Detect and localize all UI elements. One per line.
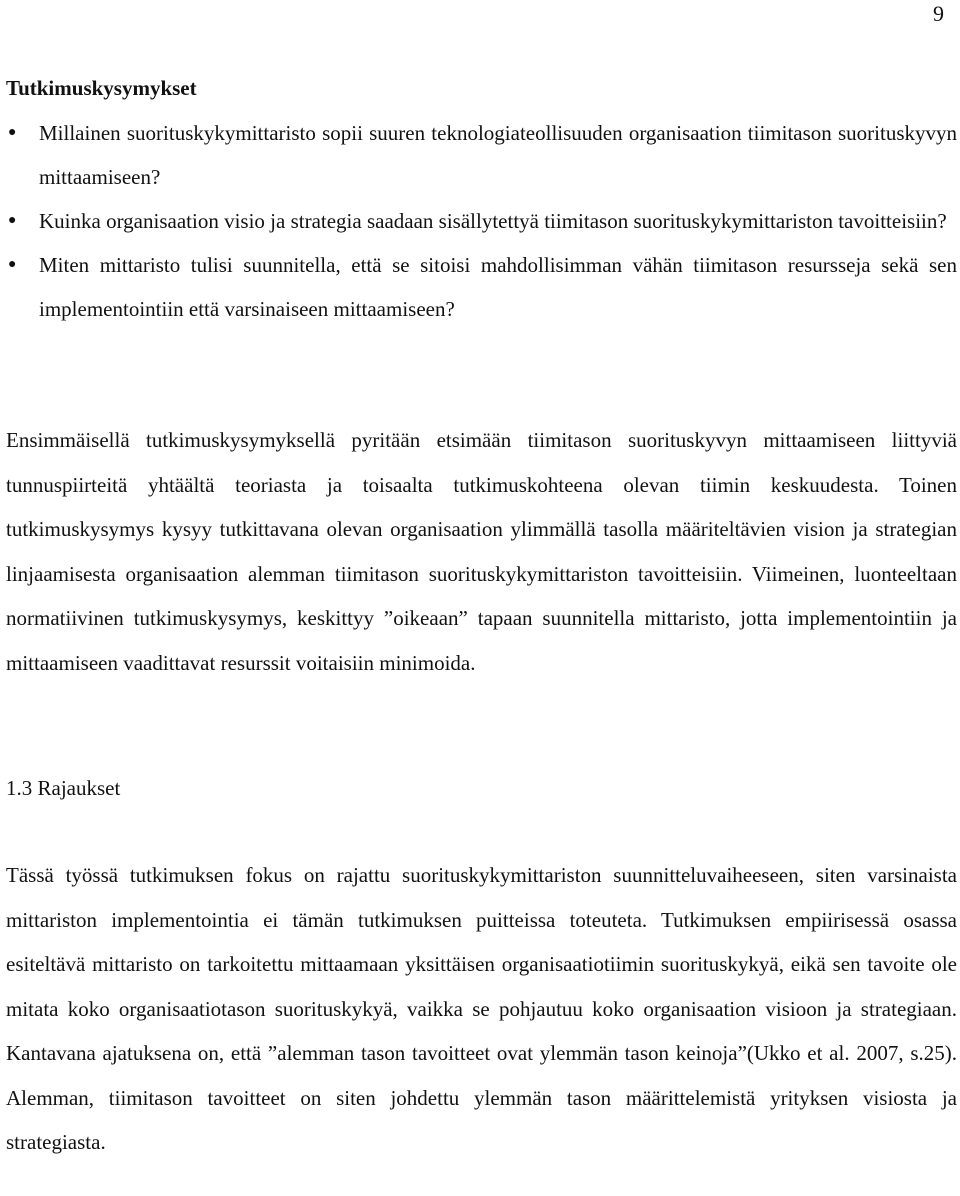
bullet-icon: ●	[8, 125, 17, 140]
bullet-icon: ●	[8, 257, 17, 272]
research-questions-heading: Tutkimuskysymykset	[6, 76, 197, 100]
list-item-text: Millainen suorituskykymittaristo sopii suuren teknologiateollisuuden organisaation tiimitason suorituskyvyn mittaamiseen?	[39, 121, 957, 189]
list-item	[0, 243, 957, 331]
bullet-icon: ●	[8, 213, 17, 228]
body-paragraph: Ensimmäisellä tutkimuskysymyksellä pyritään etsimään tiimitason suorituskyvyn mittaamiseen liittyviä tunnuspiirteitä yhtäältä teoriasta ja toisaalta tutkimuskohteena olevan tiimin keskuudesta. Toinen tutkimuskysymys kysyy tutkittavana olevan organisaation ylimmällä tasolla määriteltävien vision ja strategian linjaamisesta organisaation alemman tiimitason suorituskykymittariston tavoitteisiin. Viimeinen, luonteeltaan normatiivinen tutkimuskysymys, keskittyy ”oikeaan” tapaan suunnitella mittaristo, jotta implementointiin ja mittaamiseen vaadittavat resurssit voitaisiin minimoida.	[6, 428, 957, 675]
list-item	[0, 199, 957, 243]
list-item	[0, 111, 957, 199]
section-heading: 1.3 Rajaukset	[6, 776, 121, 800]
body-paragraph: Tässä työssä tutkimuksen fokus on rajattu suorituskykymittariston suunnitteluvaiheeseen, siten varsinaista mittariston implementointia ei tämän tutkimuksen puitteissa toteuteta. Tutkimuksen empiirisessä osassa esiteltävä mittaristo on tarkoitettu mittaamaan yksittäisen organisaatiotiimin suorituskykyä, eikä sen tavoite ole mitata koko organisaatiotason suorituskykyä, vaikka se pohjautuu koko organisaation visioon ja strategiaan. Kantavana ajatuksena on, että ”alemman tason tavoitteet ovat ylemmän tason keinoja”(Ukko et al. 2007, s.25). Alemman, tiimitason tavoitteet on siten johdettu ylemmän tason määrittelemistä yrityksen visiosta ja strategiasta.	[6, 863, 957, 1154]
page-number: 9	[933, 1, 944, 26]
list-item-text: Kuinka organisaation visio ja strategia saadaan sisällytettyä tiimitason suorituskykymittariston tavoitteisiin?	[39, 209, 947, 233]
research-questions-list	[0, 111, 957, 331]
list-item-text: Miten mittaristo tulisi suunnitella, että se sitoisi mahdollisimman vähän tiimitason resursseja sekä sen implementointiin että varsinaiseen mittaamiseen?	[39, 253, 957, 321]
